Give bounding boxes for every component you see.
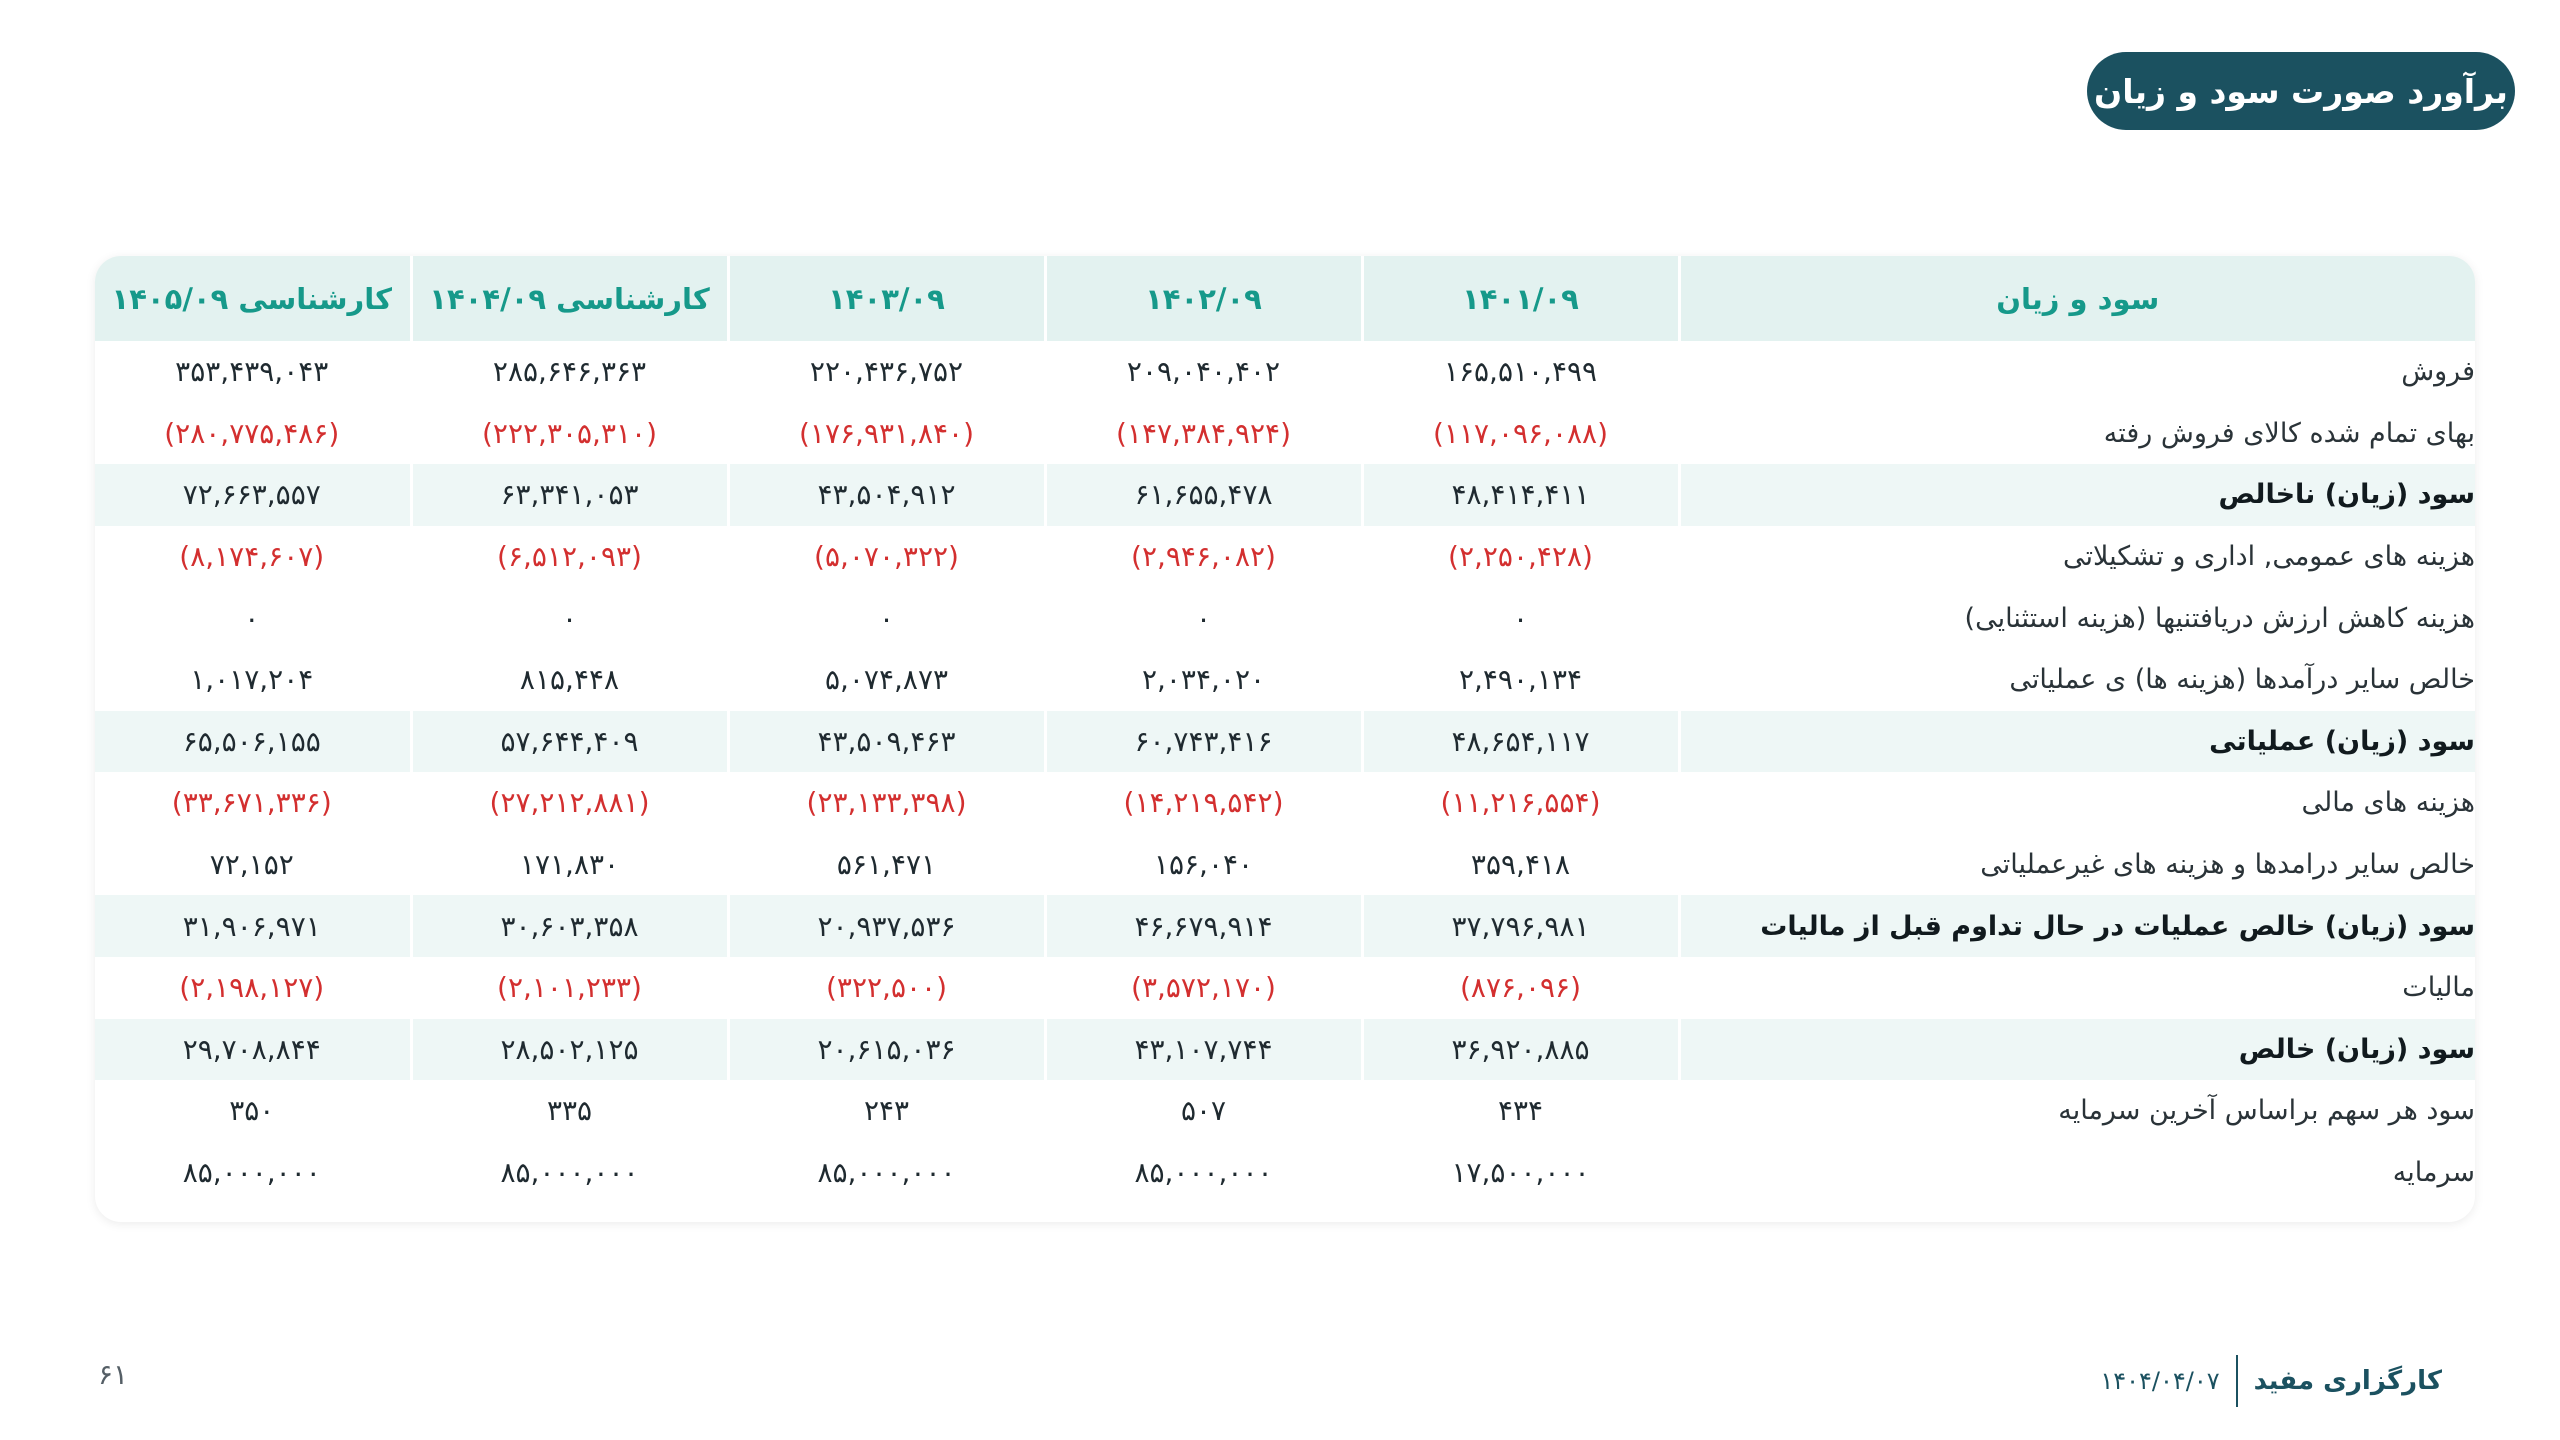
table-cell: (۱۱۷,۰۹۶,۰۸۸) — [1362, 403, 1679, 465]
table-cell: ۰ — [1045, 587, 1362, 649]
table-cell: ۸۵,۰۰۰,۰۰۰ — [182, 1156, 321, 1190]
row-label: خالص سایر درآمدها (هزینه ها) ی عملیاتی — [1679, 649, 2475, 711]
table-cell: ۱۶۵,۵۱۰,۴۹۹ — [1362, 341, 1679, 403]
table-cell: ۸۵,۰۰۰,۰۰۰ — [728, 1142, 1045, 1204]
table-cell: ۸۵,۰۰۰,۰۰۰ — [411, 1142, 728, 1204]
table-cell: ۰ — [411, 587, 728, 649]
table-row — [95, 526, 2475, 588]
table-cell: ۲۸,۵۰۲,۱۲۵ — [411, 1019, 728, 1081]
column-header: ۱۴۰۱/۰۹ — [1362, 256, 1679, 341]
table-cell: ۰ — [1362, 587, 1679, 649]
report-date: ۱۴۰۴/۰۴/۰۷ — [2100, 1367, 2220, 1395]
table-cell: (۲,۱۰۱,۲۳۳) — [411, 957, 728, 1019]
row-label: مالیات — [1679, 957, 2475, 1019]
table-header-row — [95, 256, 2475, 341]
table-cell: ۴۸,۴۱۴,۴۱۱ — [1362, 464, 1679, 526]
row-label: سود (زیان) خالص عملیات در حال تداوم قبل از مالیات — [1679, 895, 2475, 957]
table-row — [95, 341, 2475, 403]
table-cell: (۲۷,۲۱۲,۸۸۱) — [411, 772, 728, 834]
table-row — [95, 711, 2475, 773]
column-header: سود و زیان — [1679, 256, 2475, 341]
table-cell: ۲,۰۳۴,۰۲۰ — [1045, 649, 1362, 711]
table-row — [95, 1142, 2475, 1204]
table-cell: ۱,۰۱۷,۲۰۴ — [190, 663, 314, 697]
table-row — [95, 403, 2475, 465]
table-cell: (۲,۱۹۸,۱۲۷) — [179, 971, 325, 1005]
table-cell: ۴۳,۱۰۷,۷۴۴ — [1045, 1019, 1362, 1081]
row-label: هزینه های عمومی, اداری و تشکیلاتی — [1679, 526, 2475, 588]
footer-brand — [2100, 1355, 2442, 1407]
table-row — [95, 587, 2475, 649]
row-label: فروش — [1679, 341, 2475, 403]
row-label: سود (زیان) عملیاتی — [1679, 711, 2475, 773]
table-row — [95, 1019, 2475, 1081]
column-header: کارشناسی ۱۴۰۵/۰۹ — [95, 256, 411, 341]
table-cell: ۲۰,۶۱۵,۰۳۶ — [728, 1019, 1045, 1081]
table-cell: ۶۱,۶۵۵,۴۷۸ — [1045, 464, 1362, 526]
income-statement-table — [95, 256, 2475, 1203]
table-cell: (۲,۹۴۶,۰۸۲) — [1045, 526, 1362, 588]
table-cell: ۸۱۵,۴۴۸ — [411, 649, 728, 711]
table-cell: ۲۲۰,۴۳۶,۷۵۲ — [728, 341, 1045, 403]
table-cell: ۵۷,۶۴۴,۴۰۹ — [411, 711, 728, 773]
table-cell: ۴۳,۵۰۹,۴۶۳ — [728, 711, 1045, 773]
table-cell: (۱۱,۲۱۶,۵۵۴) — [1362, 772, 1679, 834]
table-cell: ۳۶,۹۲۰,۸۸۵ — [1362, 1019, 1679, 1081]
table-cell: (۲,۲۵۰,۴۲۸) — [1362, 526, 1679, 588]
table-cell: ۷۲,۱۵۲ — [209, 848, 294, 882]
table-cell: (۸,۱۷۴,۶۰۷) — [179, 540, 325, 574]
table-cell: ۱۵۶,۰۴۰ — [1045, 834, 1362, 896]
table-row — [95, 772, 2475, 834]
row-label: سرمایه — [1679, 1142, 2475, 1204]
table-cell: (۲۲۲,۳۰۵,۳۱۰) — [411, 403, 728, 465]
table-row — [95, 649, 2475, 711]
table-cell: ۴۶,۶۷۹,۹۱۴ — [1045, 895, 1362, 957]
row-label: سود (زیان) خالص — [1679, 1019, 2475, 1081]
table-cell: ۲۴۳ — [728, 1080, 1045, 1142]
table-cell: ۵۰۷ — [1045, 1080, 1362, 1142]
income-statement-table-card — [95, 256, 2475, 1222]
table-cell: (۱۴۷,۳۸۴,۹۲۴) — [1045, 403, 1362, 465]
table-cell: ۰ — [728, 587, 1045, 649]
table-cell: ۴۳۴ — [1362, 1080, 1679, 1142]
table-cell: ۳۵۰ — [229, 1094, 275, 1128]
table-cell: ۲۹,۷۰۸,۸۴۴ — [95, 1019, 411, 1081]
table-cell: (۳۲۲,۵۰۰) — [728, 957, 1045, 1019]
row-label: هزینه کاهش ارزش دریافتنیها (هزینه استثنایی) — [1679, 587, 2475, 649]
table-cell: ۸۵,۰۰۰,۰۰۰ — [1045, 1142, 1362, 1204]
table-row — [95, 464, 2475, 526]
table-cell: ۲۰۹,۰۴۰,۴۰۲ — [1045, 341, 1362, 403]
brand-divider — [2236, 1355, 2238, 1407]
table-cell: ۶۵,۵۰۶,۱۵۵ — [95, 711, 411, 773]
table-cell: ۳۰,۶۰۳,۳۵۸ — [411, 895, 728, 957]
row-label: خالص سایر درامدها و هزینه های غیرعملیاتی — [1679, 834, 2475, 896]
table-cell: ۵۶۱,۴۷۱ — [728, 834, 1045, 896]
table-row — [95, 1080, 2475, 1142]
column-header: ۱۴۰۲/۰۹ — [1045, 256, 1362, 341]
table-row — [95, 895, 2475, 957]
table-cell: (۱۴,۲۱۹,۵۴۲) — [1045, 772, 1362, 834]
table-cell: ۴۳,۵۰۴,۹۱۲ — [728, 464, 1045, 526]
table-row — [95, 834, 2475, 896]
table-cell: ۳۷,۷۹۶,۹۸۱ — [1362, 895, 1679, 957]
table-cell: ۲۸۵,۶۴۶,۳۶۳ — [411, 341, 728, 403]
column-header: کارشناسی ۱۴۰۴/۰۹ — [411, 256, 728, 341]
row-label: بهای تمام شده کالای فروش رفته — [1679, 403, 2475, 465]
table-cell: ۵,۰۷۴,۸۷۳ — [728, 649, 1045, 711]
table-cell: ۷۲,۶۶۳,۵۵۷ — [95, 464, 411, 526]
page-number: ۶۱ — [98, 1358, 129, 1391]
row-label: سود (زیان) ناخالص — [1679, 464, 2475, 526]
table-cell: (۲۸۰,۷۷۵,۴۸۶) — [164, 416, 340, 450]
table-cell: (۳,۵۷۲,۱۷۰) — [1045, 957, 1362, 1019]
row-label: سود هر سهم براساس آخرین سرمایه — [1679, 1080, 2475, 1142]
table-cell: ۱۷۱,۸۳۰ — [411, 834, 728, 896]
table-cell: ۳۵۹,۴۱۸ — [1362, 834, 1679, 896]
table-cell: (۱۷۶,۹۳۱,۸۴۰) — [728, 403, 1045, 465]
table-cell: (۵,۰۷۰,۳۲۲) — [728, 526, 1045, 588]
table-cell: (۳۳,۶۷۱,۳۳۶) — [171, 786, 332, 820]
table-cell: (۲۳,۱۳۳,۳۹۸) — [728, 772, 1045, 834]
table-cell: ۱۷,۵۰۰,۰۰۰ — [1362, 1142, 1679, 1204]
row-label: هزینه های مالی — [1679, 772, 2475, 834]
table-cell: ۲۰,۹۳۷,۵۳۶ — [728, 895, 1045, 957]
page-title: برآورد صورت سود و زیان — [2087, 52, 2515, 130]
table-cell: ۶۰,۷۴۳,۴۱۶ — [1045, 711, 1362, 773]
table-cell: (۶,۵۱۲,۰۹۳) — [411, 526, 728, 588]
table-cell: (۸۷۶,۰۹۶) — [1362, 957, 1679, 1019]
table-cell: ۶۳,۳۴۱,۰۵۳ — [411, 464, 728, 526]
table-cell: ۳۱,۹۰۶,۹۷۱ — [95, 895, 411, 957]
column-header: ۱۴۰۳/۰۹ — [728, 256, 1045, 341]
table-cell: ۳۵۳,۴۳۹,۰۴۳ — [175, 355, 329, 389]
table-cell: ۴۸,۶۵۴,۱۱۷ — [1362, 711, 1679, 773]
table-cell: ۳۳۵ — [411, 1080, 728, 1142]
table-cell: ۰ — [244, 601, 260, 635]
table-cell: ۲,۴۹۰,۱۳۴ — [1362, 649, 1679, 711]
brand-name: کارگزاری مفید — [2253, 1366, 2442, 1396]
table-row — [95, 957, 2475, 1019]
